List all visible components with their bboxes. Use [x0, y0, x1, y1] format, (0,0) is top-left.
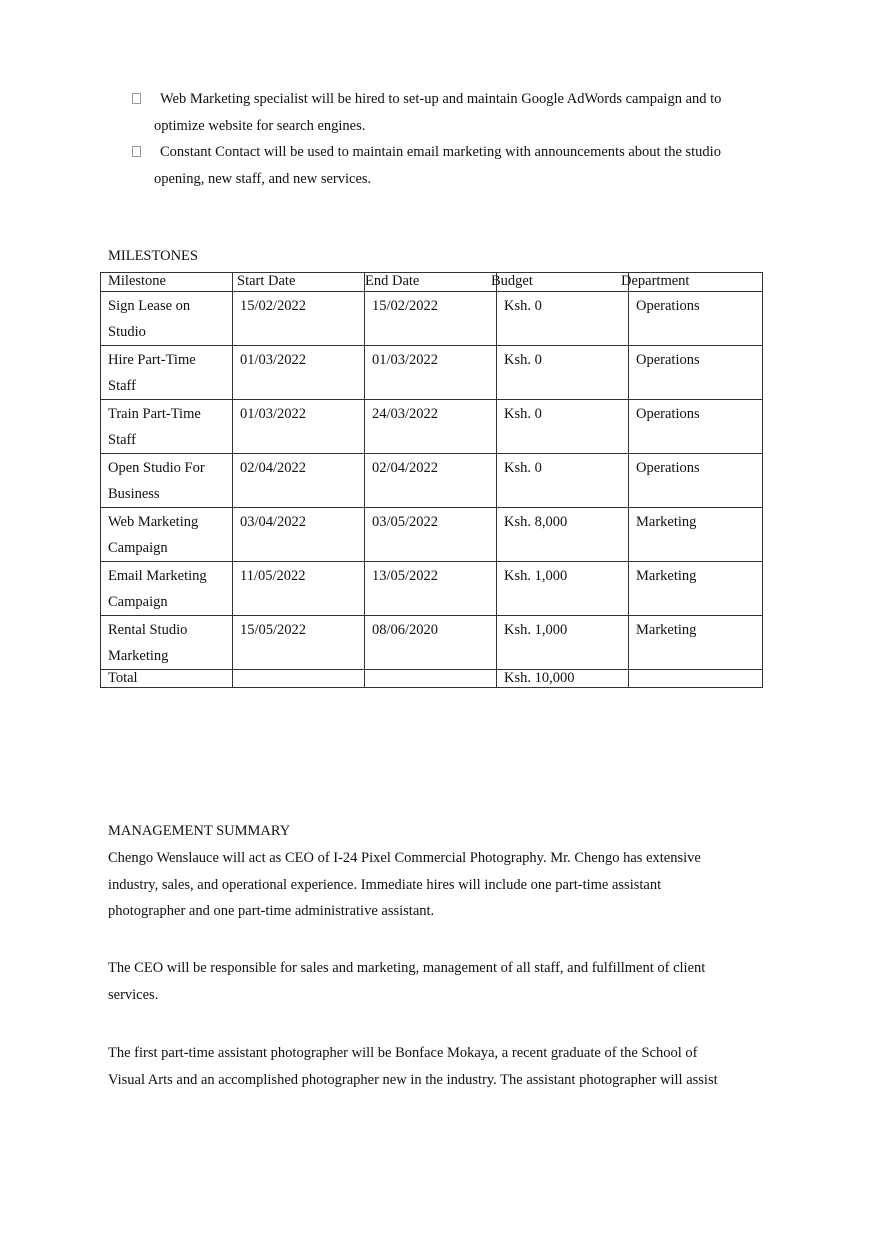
cell-end-date: 08/06/2020 [365, 616, 497, 670]
cell-start-date: 02/04/2022 [233, 454, 365, 508]
bullet-box-icon [132, 93, 141, 104]
paragraph-line: photographer and one part-time administrative assistant. [108, 903, 435, 919]
paragraph-line: Visual Arts and an accomplished photographer new in the industry. The assistant photographer will assist [108, 1071, 718, 1088]
table-row [101, 400, 763, 454]
table-row [101, 292, 763, 346]
cell-department: Operations [629, 346, 763, 400]
milestone-line: Business [108, 486, 160, 502]
bullet-web-marketing [132, 86, 762, 139]
cell-milestone [101, 616, 233, 670]
cell-budget: Ksh. 0 [497, 400, 629, 454]
cell-department: Marketing [629, 508, 763, 562]
cell-start-date: 01/03/2022 [233, 400, 365, 454]
header-milestone: Milestone [101, 273, 233, 292]
cell-department: Operations [629, 454, 763, 508]
cell-department: Operations [629, 292, 763, 346]
table-row [101, 508, 763, 562]
table-row [101, 346, 763, 400]
cell-end-date: 02/04/2022 [365, 454, 497, 508]
total-empty-end [365, 670, 497, 688]
cell-budget: Ksh. 0 [497, 292, 629, 346]
milestone-line: Campaign [108, 594, 168, 610]
bullet-text-line2: opening, new staff, and new services. [154, 170, 372, 187]
milestone-line: Train Part-Time [108, 406, 201, 422]
milestone-line: Marketing [108, 648, 169, 664]
cell-budget: Ksh. 0 [497, 454, 629, 508]
milestone-line: Staff [108, 432, 136, 448]
table-header-row [101, 273, 763, 292]
header-start-date: Start Date [233, 273, 365, 292]
bullet-box-icon [132, 146, 141, 157]
cell-budget: Ksh. 1,000 [497, 562, 629, 616]
milestone-line: Campaign [108, 540, 168, 556]
table-row [101, 616, 763, 670]
milestone-line: Staff [108, 378, 136, 394]
bullet-text-line2: optimize website for search engines. [154, 117, 366, 134]
paragraph-line: The first part-time assistant photographer will be Bonface Mokaya, a recent graduate of the School of [108, 1045, 698, 1061]
table-total-row [101, 670, 763, 688]
cell-start-date: 15/05/2022 [233, 616, 365, 670]
paragraph-line: The CEO will be responsible for sales and marketing, management of all staff, and fulfillment of client [108, 960, 706, 976]
cell-start-date: 03/04/2022 [233, 508, 365, 562]
cell-start-date: 11/05/2022 [233, 562, 365, 616]
header-end-date: End Date [365, 273, 497, 292]
cell-end-date: 01/03/2022 [365, 346, 497, 400]
cell-milestone [101, 454, 233, 508]
cell-end-date: 03/05/2022 [365, 508, 497, 562]
milestones-heading: MILESTONES [108, 248, 198, 264]
cell-end-date: 13/05/2022 [365, 562, 497, 616]
total-empty-department [629, 670, 763, 688]
milestones-table [100, 272, 763, 688]
milestone-line: Open Studio For [108, 460, 205, 476]
management-heading: MANAGEMENT SUMMARY [108, 823, 291, 839]
management-paragraph-2 [108, 955, 758, 1008]
cell-department: Marketing [629, 616, 763, 670]
milestone-line: Web Marketing [108, 514, 199, 530]
table-row [101, 454, 763, 508]
management-paragraph-1 [108, 845, 758, 925]
cell-budget: Ksh. 0 [497, 346, 629, 400]
cell-milestone [101, 400, 233, 454]
milestone-line: Sign Lease on [108, 298, 191, 314]
cell-milestone [101, 292, 233, 346]
total-label: Total [101, 670, 233, 688]
paragraph-line: Chengo Wenslauce will act as CEO of I-24 Pixel Commercial Photography. Mr. Chengo has extensive [108, 850, 701, 866]
table-row [101, 562, 763, 616]
cell-department: Operations [629, 400, 763, 454]
header-budget: Budget [497, 273, 629, 292]
header-department: Department [629, 273, 763, 292]
paragraph-line: services. [108, 986, 159, 1003]
cell-budget: Ksh. 8,000 [497, 508, 629, 562]
total-budget: Ksh. 10,000 [497, 670, 629, 688]
milestone-line: Hire Part-Time [108, 352, 196, 368]
bullet-constant-contact [132, 139, 762, 192]
milestone-line: Studio [108, 324, 146, 340]
total-empty-start [233, 670, 365, 688]
cell-budget: Ksh. 1,000 [497, 616, 629, 670]
cell-end-date: 24/03/2022 [365, 400, 497, 454]
management-paragraph-3 [108, 1040, 758, 1093]
cell-end-date: 15/02/2022 [365, 292, 497, 346]
milestone-line: Email Marketing [108, 568, 207, 584]
paragraph-line: industry, sales, and operational experience. Immediate hires will include one part-time assistant [108, 876, 662, 893]
cell-start-date: 01/03/2022 [233, 346, 365, 400]
cell-department: Marketing [629, 562, 763, 616]
cell-milestone [101, 562, 233, 616]
cell-milestone [101, 346, 233, 400]
cell-start-date: 15/02/2022 [233, 292, 365, 346]
cell-milestone [101, 508, 233, 562]
milestone-line: Rental Studio [108, 622, 188, 638]
bullet-text-line1: Web Marketing specialist will be hired to set-up and maintain Google AdWords campaign and to [160, 91, 722, 107]
bullet-text-line1: Constant Contact will be used to maintain email marketing with announcements about the studio [160, 144, 721, 160]
